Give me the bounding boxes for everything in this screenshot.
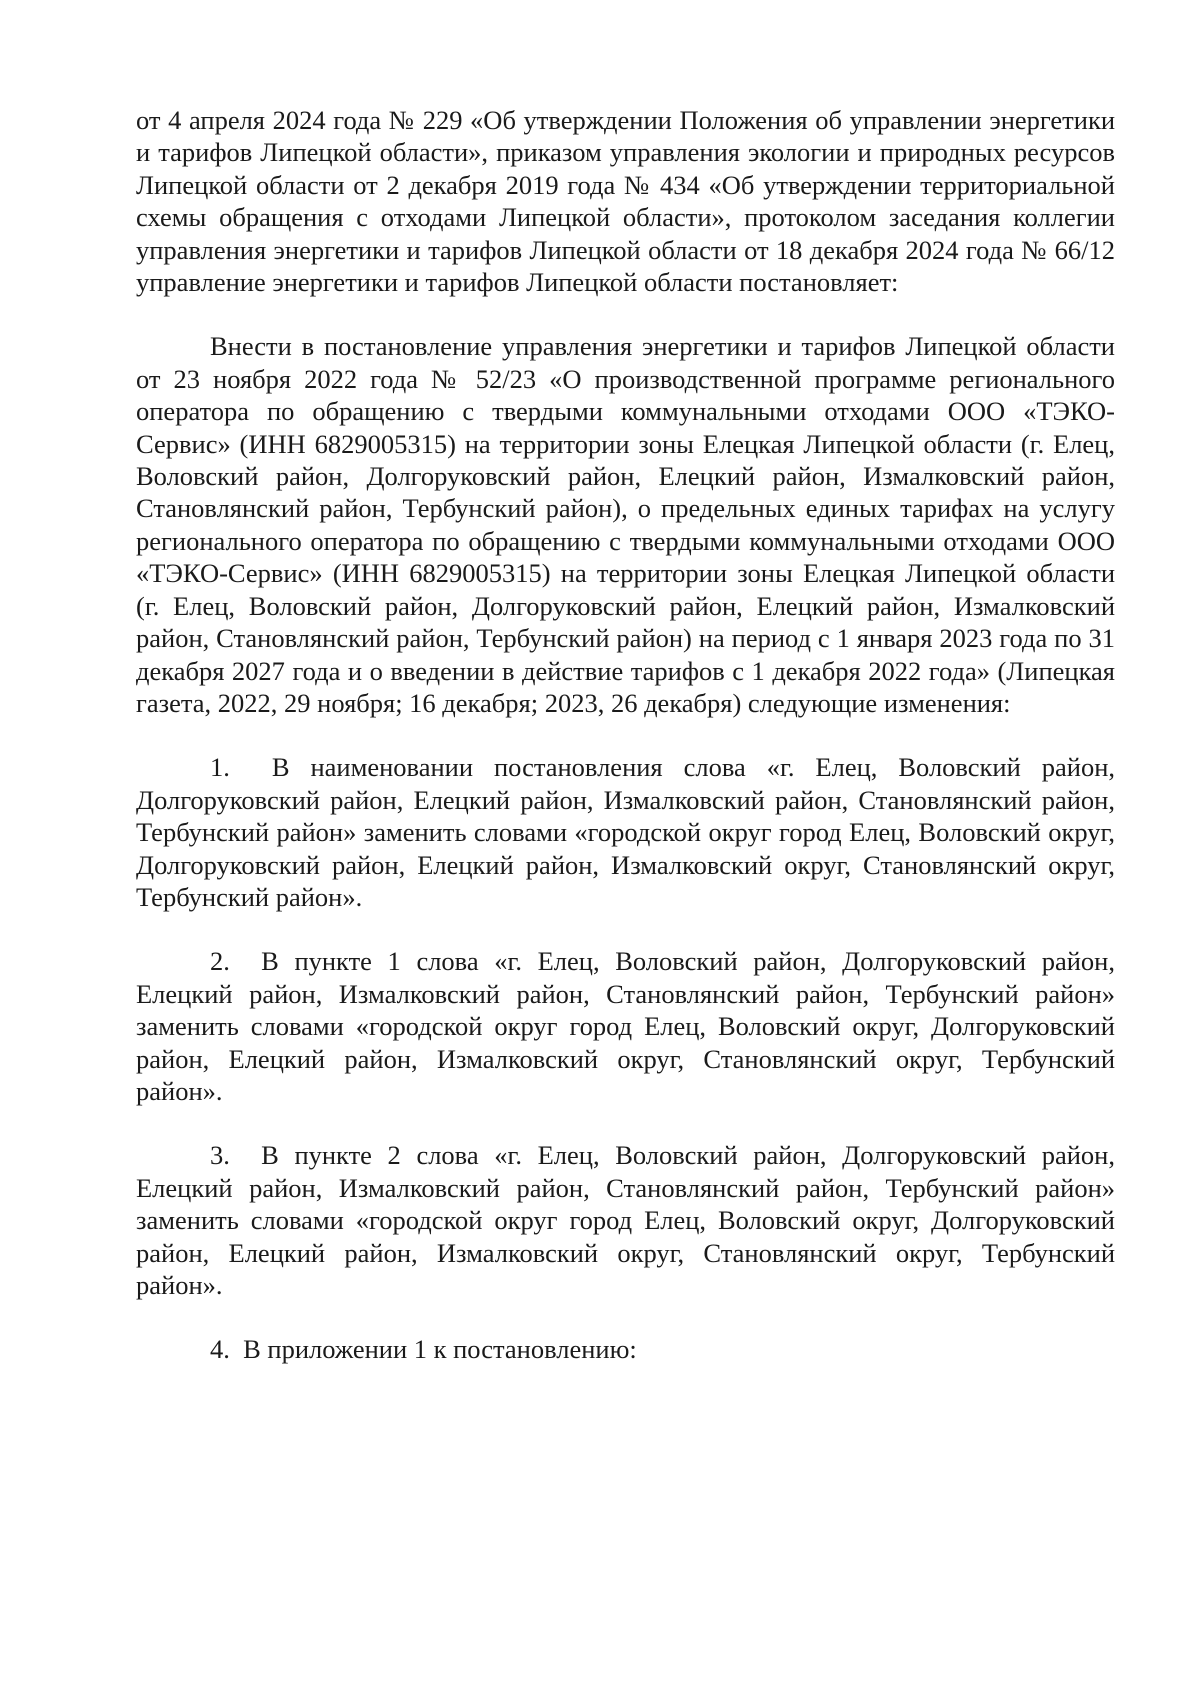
amendment-paragraph: Внести в постановление управления энергетики и тарифов Липецкой области от 23 ноября 2022 года № 52/23 «О производственной программе регионального оператора по обращению с твердыми коммунальными отходами ООО «ТЭКО-Сервис» (ИНН 6829005315) на территории зоны Елецкая Липецкой области (г. Елец, Воловский район, Долгоруковский район, Елецкий район, Измалковский район, Становлянский район, Тербунский район), о предельных единых тарифах на услугу регионального оператора по обращению с твердыми коммунальными отходами ООО «ТЭКО-Сервис» (ИНН 6829005315) на территории зоны Елецкая Липецкой области (г. Елец, Воловский район, Долгоруковский район, Елецкий район, Измалковский район, Становлянский район, Тербунский район) на период с 1 января 2023 года по 31 декабря 2027 года и о введении в действие тарифов с 1 декабря 2022 года» (Липецкая газета, 2022, 29 ноября; 16 декабря; 2023, 26 декабря) следующие изменения: xyxy=(136,331,1115,718)
list-item xyxy=(136,945,1115,1107)
document-body xyxy=(136,104,1115,1366)
list-item-number: 1. xyxy=(210,752,230,783)
list-item xyxy=(136,751,1115,913)
list-item xyxy=(136,1333,1115,1365)
list-item-number: 2. xyxy=(210,946,230,977)
list-item-number: 4. xyxy=(210,1334,230,1365)
list-item-text: В приложении 1 к постановлению: xyxy=(243,1334,637,1365)
list-item-text: В пункте 2 слова «г. Елец, Воловский район, Долгоруковский район, Елецкий район, Измалковский район, Становлянский район, Тербунский район» заменить словами «городской округ город Елец, Воловский округ, Долгоруковский район, Елецкий район, Измалковский округ, Становлянский округ, Тербунский район». xyxy=(136,1140,1115,1300)
list-item-text: В пункте 1 слова «г. Елец, Воловский район, Долгоруковский район, Елецкий район, Измалковский район, Становлянский район, Тербунский район» заменить словами «городской округ город Елец, Воловский округ, Долгоруковский район, Елецкий район, Измалковский округ, Становлянский округ, Тербунский район». xyxy=(136,946,1115,1106)
list-item-number: 3. xyxy=(210,1140,230,1171)
intro-paragraph: от 4 апреля 2024 года № 229 «Об утверждении Положения об управлении энергетики и тарифов Липецкой области», приказом управления экологии и природных ресурсов Липецкой области от 2 декабря 2019 года № 434 «Об утверждении территориальной схемы обращения с отходами Липецкой области», протоколом заседания коллегии управления энергетики и тарифов Липецкой области от 18 декабря 2024 года № 66/12 управление энергетики и тарифов Липецкой области постановляет: xyxy=(136,105,1115,298)
list-item-text: В наименовании постановления слова «г. Елец, Воловский район, Долгоруковский район, Елецкий район, Измалковский район, Становлянский район, Тербунский район» заменить словами «городской округ город Елец, Воловский округ, Долгоруковский район, Елецкий район, Измалковский округ, Становлянский округ, Тербунский район». xyxy=(136,752,1115,912)
list-item xyxy=(136,1139,1115,1301)
